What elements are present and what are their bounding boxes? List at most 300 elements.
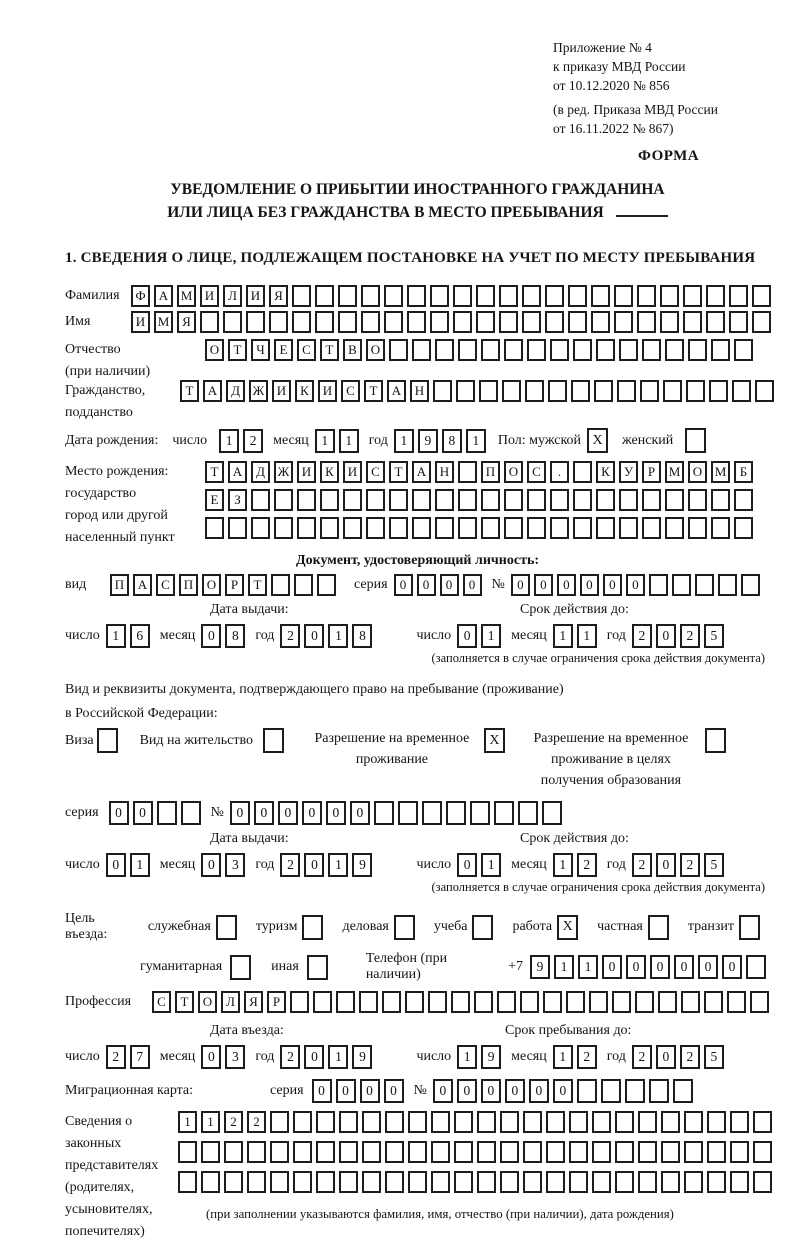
char-box[interactable] — [408, 1171, 427, 1193]
char-box[interactable]: 0 — [201, 853, 221, 877]
char-box[interactable] — [385, 1141, 404, 1163]
char-box[interactable] — [591, 285, 610, 307]
char-box[interactable] — [709, 380, 728, 402]
purpose-work-checkbox[interactable] — [557, 915, 583, 940]
char-box[interactable] — [178, 1141, 197, 1163]
char-box[interactable] — [499, 285, 518, 307]
char-box[interactable] — [569, 1141, 588, 1163]
doc-valid-month-field[interactable] — [553, 624, 601, 648]
char-box[interactable] — [614, 311, 633, 333]
char-box[interactable] — [500, 1111, 519, 1133]
char-box[interactable] — [520, 991, 539, 1013]
char-box[interactable] — [269, 311, 288, 333]
char-box[interactable] — [594, 380, 613, 402]
char-box[interactable]: 2 — [224, 1111, 243, 1133]
char-box[interactable] — [292, 311, 311, 333]
char-box[interactable] — [405, 991, 424, 1013]
birth-month-field[interactable] — [315, 429, 363, 453]
char-box[interactable] — [293, 1171, 312, 1193]
char-box[interactable]: 0 — [553, 1079, 573, 1103]
char-box[interactable] — [750, 991, 769, 1013]
doc-issue-month-field[interactable] — [201, 624, 249, 648]
char-box[interactable] — [270, 1111, 289, 1133]
char-box[interactable] — [592, 1141, 611, 1163]
char-box[interactable] — [470, 801, 490, 825]
char-box[interactable] — [688, 339, 707, 361]
char-box[interactable] — [458, 339, 477, 361]
char-box[interactable] — [734, 517, 753, 539]
char-box[interactable] — [294, 574, 313, 596]
char-box[interactable]: 9 — [352, 853, 372, 877]
char-box[interactable] — [746, 955, 766, 979]
char-box[interactable] — [614, 285, 633, 307]
char-box[interactable] — [545, 285, 564, 307]
char-box[interactable] — [741, 574, 760, 596]
char-box[interactable] — [481, 489, 500, 511]
char-box[interactable]: Я — [269, 285, 288, 307]
char-box[interactable] — [546, 1171, 565, 1193]
guardians-row3-field[interactable] — [178, 1171, 776, 1193]
char-box[interactable] — [683, 285, 702, 307]
char-box[interactable]: 9 — [530, 955, 550, 979]
res-valid-day-field[interactable] — [457, 853, 505, 877]
char-box[interactable] — [615, 1171, 634, 1193]
char-box[interactable]: 9 — [481, 1045, 501, 1069]
char-box[interactable] — [504, 517, 523, 539]
char-box[interactable]: 8 — [442, 429, 462, 453]
char-box[interactable]: 0 — [626, 574, 645, 596]
char-box[interactable] — [640, 380, 659, 402]
res-issue-month-field[interactable] — [201, 853, 249, 877]
char-box[interactable]: 0 — [656, 853, 676, 877]
char-box[interactable]: А — [228, 461, 247, 483]
char-box[interactable] — [523, 1111, 542, 1133]
char-box[interactable]: Н — [410, 380, 429, 402]
char-box[interactable]: Ч — [251, 339, 270, 361]
char-box[interactable] — [430, 285, 449, 307]
char-box[interactable] — [454, 1141, 473, 1163]
char-box[interactable]: Т — [248, 574, 267, 596]
char-box[interactable] — [543, 991, 562, 1013]
char-box[interactable] — [660, 285, 679, 307]
char-box[interactable] — [711, 489, 730, 511]
res-valid-year-field[interactable] — [632, 853, 728, 877]
char-box[interactable]: Т — [205, 461, 224, 483]
char-box[interactable]: Ф — [131, 285, 150, 307]
doc-valid-year-field[interactable] — [632, 624, 728, 648]
char-box[interactable] — [688, 489, 707, 511]
char-box[interactable] — [431, 1141, 450, 1163]
char-box[interactable] — [343, 517, 362, 539]
char-box[interactable] — [316, 1141, 335, 1163]
char-box[interactable] — [290, 991, 309, 1013]
entry-day-field[interactable] — [106, 1045, 154, 1069]
char-box[interactable] — [339, 1171, 358, 1193]
char-box[interactable] — [316, 1171, 335, 1193]
char-box[interactable]: 3 — [225, 853, 245, 877]
char-box[interactable]: Я — [244, 991, 263, 1013]
char-box[interactable]: 2 — [632, 853, 652, 877]
char-box[interactable]: 2 — [577, 1045, 597, 1069]
char-box[interactable]: 0 — [656, 624, 676, 648]
char-box[interactable] — [433, 380, 452, 402]
char-box[interactable]: Т — [320, 339, 339, 361]
char-box[interactable] — [292, 285, 311, 307]
char-box[interactable] — [730, 1141, 749, 1163]
char-box[interactable] — [684, 1171, 703, 1193]
char-box[interactable]: И — [343, 461, 362, 483]
char-box[interactable]: 0 — [602, 955, 622, 979]
char-box[interactable]: 2 — [280, 624, 300, 648]
char-box[interactable]: 0 — [505, 1079, 525, 1103]
char-box[interactable] — [665, 489, 684, 511]
char-box[interactable] — [755, 380, 774, 402]
char-box[interactable]: П — [481, 461, 500, 483]
char-box[interactable] — [389, 339, 408, 361]
char-box[interactable] — [338, 311, 357, 333]
res-valid-month-field[interactable] — [553, 853, 601, 877]
char-box[interactable] — [592, 1171, 611, 1193]
char-box[interactable]: 0 — [534, 574, 553, 596]
char-box[interactable] — [251, 517, 270, 539]
char-box[interactable] — [734, 339, 753, 361]
char-box[interactable]: 1 — [178, 1111, 197, 1133]
char-box[interactable]: О — [688, 461, 707, 483]
char-box[interactable] — [362, 1141, 381, 1163]
char-box[interactable] — [422, 801, 442, 825]
char-box[interactable] — [753, 1141, 772, 1163]
char-box[interactable] — [619, 339, 638, 361]
birth-day-field[interactable] — [219, 429, 267, 453]
char-box[interactable] — [688, 517, 707, 539]
char-box[interactable] — [339, 1111, 358, 1133]
char-box[interactable]: С — [366, 461, 385, 483]
char-box[interactable] — [157, 801, 177, 825]
char-box[interactable]: И — [272, 380, 291, 402]
char-box[interactable]: 1 — [553, 624, 573, 648]
char-box[interactable] — [686, 380, 705, 402]
char-box[interactable]: 0 — [511, 574, 530, 596]
char-box[interactable] — [385, 1171, 404, 1193]
char-box[interactable] — [366, 489, 385, 511]
surname-field[interactable] — [131, 285, 775, 307]
char-box[interactable] — [569, 1111, 588, 1133]
char-box[interactable] — [592, 1111, 611, 1133]
char-box[interactable] — [302, 915, 323, 940]
residence-permit-checkbox[interactable] — [263, 728, 288, 753]
char-box[interactable] — [706, 285, 725, 307]
char-box[interactable]: 1 — [328, 1045, 348, 1069]
char-box[interactable] — [642, 517, 661, 539]
char-box[interactable] — [502, 380, 521, 402]
char-box[interactable]: 0 — [336, 1079, 356, 1103]
char-box[interactable]: 5 — [704, 624, 724, 648]
char-box[interactable] — [435, 517, 454, 539]
char-box[interactable] — [665, 517, 684, 539]
char-box[interactable] — [673, 1079, 693, 1103]
char-box[interactable] — [500, 1171, 519, 1193]
char-box[interactable]: 1 — [577, 624, 597, 648]
char-box[interactable] — [313, 991, 332, 1013]
char-box[interactable] — [474, 991, 493, 1013]
stay-day-field[interactable] — [457, 1045, 505, 1069]
char-box[interactable] — [711, 339, 730, 361]
char-box[interactable] — [481, 339, 500, 361]
purpose-transit-checkbox[interactable] — [739, 915, 765, 940]
char-box[interactable] — [431, 1171, 450, 1193]
res-number-field[interactable] — [230, 801, 566, 825]
char-box[interactable] — [681, 991, 700, 1013]
char-box[interactable]: 1 — [328, 624, 348, 648]
char-box[interactable] — [247, 1171, 266, 1193]
char-box[interactable]: С — [297, 339, 316, 361]
char-box[interactable] — [658, 991, 677, 1013]
patronymic-field[interactable] — [205, 339, 757, 361]
char-box[interactable] — [705, 728, 726, 753]
char-box[interactable]: 2 — [106, 1045, 126, 1069]
char-box[interactable]: 0 — [457, 624, 477, 648]
char-box[interactable] — [246, 311, 265, 333]
char-box[interactable] — [431, 1111, 450, 1133]
doc-series-field[interactable] — [394, 574, 486, 596]
char-box[interactable] — [684, 1111, 703, 1133]
char-box[interactable]: 0 — [109, 801, 129, 825]
char-box[interactable]: 1 — [106, 624, 126, 648]
char-box[interactable] — [706, 311, 725, 333]
char-box[interactable]: 5 — [704, 853, 724, 877]
char-box[interactable]: 0 — [360, 1079, 380, 1103]
purpose-humanitarian-checkbox[interactable] — [230, 955, 255, 980]
char-box[interactable]: Д — [251, 461, 270, 483]
char-box[interactable]: О — [198, 991, 217, 1013]
char-box[interactable] — [336, 991, 355, 1013]
char-box[interactable]: Я — [177, 311, 196, 333]
char-box[interactable]: 1 — [466, 429, 486, 453]
char-box[interactable] — [230, 955, 251, 980]
char-box[interactable] — [293, 1141, 312, 1163]
char-box[interactable] — [251, 489, 270, 511]
char-box[interactable] — [596, 339, 615, 361]
char-box[interactable] — [729, 311, 748, 333]
profession-field[interactable] — [152, 991, 773, 1013]
char-box[interactable] — [596, 517, 615, 539]
char-box[interactable]: Л — [221, 991, 240, 1013]
char-box[interactable]: 0 — [417, 574, 436, 596]
char-box[interactable]: О — [205, 339, 224, 361]
doc-valid-day-field[interactable] — [457, 624, 505, 648]
char-box[interactable] — [224, 1141, 243, 1163]
char-box[interactable] — [635, 991, 654, 1013]
char-box[interactable]: О — [366, 339, 385, 361]
char-box[interactable] — [362, 1171, 381, 1193]
char-box[interactable] — [435, 339, 454, 361]
char-box[interactable]: С — [152, 991, 171, 1013]
char-box[interactable]: 0 — [463, 574, 482, 596]
char-box[interactable]: 2 — [247, 1111, 266, 1133]
char-box[interactable] — [739, 915, 760, 940]
char-box[interactable] — [615, 1111, 634, 1133]
char-box[interactable] — [271, 574, 290, 596]
char-box[interactable]: 2 — [280, 853, 300, 877]
char-box[interactable]: 5 — [704, 1045, 724, 1069]
char-box[interactable]: З — [228, 489, 247, 511]
char-box[interactable] — [504, 489, 523, 511]
char-box[interactable]: М — [665, 461, 684, 483]
char-box[interactable]: Т — [228, 339, 247, 361]
char-box[interactable]: 0 — [529, 1079, 549, 1103]
char-box[interactable] — [499, 311, 518, 333]
char-box[interactable] — [320, 517, 339, 539]
char-box[interactable] — [661, 1171, 680, 1193]
char-box[interactable] — [649, 574, 668, 596]
char-box[interactable] — [684, 1141, 703, 1163]
char-box[interactable] — [263, 728, 284, 753]
char-box[interactable]: Ж — [249, 380, 268, 402]
char-box[interactable] — [201, 1141, 220, 1163]
char-box[interactable] — [408, 1111, 427, 1133]
char-box[interactable]: 2 — [243, 429, 263, 453]
char-box[interactable]: 0 — [674, 955, 694, 979]
char-box[interactable] — [500, 1141, 519, 1163]
stay-year-field[interactable] — [632, 1045, 728, 1069]
birth-place-row1-field[interactable] — [205, 461, 757, 483]
visa-checkbox[interactable] — [97, 728, 122, 753]
guardians-row2-field[interactable] — [178, 1141, 776, 1163]
char-box[interactable] — [695, 574, 714, 596]
char-box[interactable]: 0 — [626, 955, 646, 979]
char-box[interactable] — [550, 517, 569, 539]
char-box[interactable] — [458, 489, 477, 511]
char-box[interactable]: 1 — [481, 853, 501, 877]
char-box[interactable] — [729, 285, 748, 307]
char-box[interactable] — [497, 991, 516, 1013]
char-box[interactable]: 1 — [328, 853, 348, 877]
char-box[interactable] — [601, 1079, 621, 1103]
char-box[interactable]: 1 — [553, 1045, 573, 1069]
char-box[interactable]: 1 — [219, 429, 239, 453]
char-box[interactable]: 1 — [130, 853, 150, 877]
char-box[interactable] — [228, 517, 247, 539]
char-box[interactable]: 6 — [130, 624, 150, 648]
char-box[interactable]: И — [246, 285, 265, 307]
char-box[interactable]: 2 — [680, 624, 700, 648]
char-box[interactable] — [704, 991, 723, 1013]
char-box[interactable] — [453, 311, 472, 333]
char-box[interactable] — [615, 1141, 634, 1163]
char-box[interactable] — [718, 574, 737, 596]
char-box[interactable] — [435, 489, 454, 511]
char-box[interactable] — [577, 1079, 597, 1103]
birth-place-row2-field[interactable] — [205, 489, 757, 511]
char-box[interactable] — [752, 311, 771, 333]
char-box[interactable] — [617, 380, 636, 402]
char-box[interactable] — [362, 1111, 381, 1133]
char-box[interactable]: И — [318, 380, 337, 402]
char-box[interactable] — [385, 1111, 404, 1133]
char-box[interactable]: Д — [226, 380, 245, 402]
char-box[interactable]: М — [154, 311, 173, 333]
char-box[interactable]: А — [154, 285, 173, 307]
doc-type-field[interactable] — [110, 574, 340, 596]
char-box[interactable] — [672, 574, 691, 596]
char-box[interactable] — [297, 489, 316, 511]
char-box[interactable] — [247, 1141, 266, 1163]
char-box[interactable] — [665, 339, 684, 361]
entry-year-field[interactable] — [280, 1045, 376, 1069]
char-box[interactable]: П — [110, 574, 129, 596]
rvp-education-checkbox[interactable] — [705, 728, 730, 753]
char-box[interactable] — [504, 339, 523, 361]
char-box[interactable]: 0 — [650, 955, 670, 979]
doc-number-field[interactable] — [511, 574, 764, 596]
char-box[interactable] — [518, 801, 538, 825]
char-box[interactable]: X — [484, 728, 505, 753]
char-box[interactable]: 0 — [433, 1079, 453, 1103]
char-box[interactable] — [589, 991, 608, 1013]
char-box[interactable]: X — [587, 428, 608, 453]
char-box[interactable] — [619, 489, 638, 511]
char-box[interactable] — [707, 1171, 726, 1193]
char-box[interactable]: 0 — [580, 574, 599, 596]
char-box[interactable]: Т — [364, 380, 383, 402]
char-box[interactable] — [596, 489, 615, 511]
char-box[interactable] — [591, 311, 610, 333]
char-box[interactable] — [451, 991, 470, 1013]
char-box[interactable] — [97, 728, 118, 753]
char-box[interactable] — [734, 489, 753, 511]
char-box[interactable] — [359, 991, 378, 1013]
char-box[interactable]: 0 — [304, 853, 324, 877]
char-box[interactable]: 0 — [304, 624, 324, 648]
purpose-tourism-checkbox[interactable] — [302, 915, 328, 940]
char-box[interactable]: 0 — [133, 801, 153, 825]
doc-issue-day-field[interactable] — [106, 624, 154, 648]
char-box[interactable]: 9 — [352, 1045, 372, 1069]
char-box[interactable] — [361, 311, 380, 333]
char-box[interactable]: И — [131, 311, 150, 333]
char-box[interactable] — [566, 991, 585, 1013]
char-box[interactable] — [638, 1171, 657, 1193]
char-box[interactable]: С — [527, 461, 546, 483]
birth-year-field[interactable] — [394, 429, 490, 453]
char-box[interactable] — [382, 991, 401, 1013]
char-box[interactable] — [389, 517, 408, 539]
char-box[interactable]: Б — [734, 461, 753, 483]
char-box[interactable] — [297, 517, 316, 539]
char-box[interactable] — [568, 285, 587, 307]
char-box[interactable] — [527, 489, 546, 511]
char-box[interactable] — [661, 1141, 680, 1163]
char-box[interactable] — [573, 339, 592, 361]
char-box[interactable]: М — [711, 461, 730, 483]
char-box[interactable] — [274, 517, 293, 539]
char-box[interactable] — [343, 489, 362, 511]
char-box[interactable]: 0 — [481, 1079, 501, 1103]
char-box[interactable] — [224, 1171, 243, 1193]
char-box[interactable]: 0 — [457, 1079, 477, 1103]
char-box[interactable]: А — [412, 461, 431, 483]
char-box[interactable] — [527, 517, 546, 539]
char-box[interactable]: 0 — [384, 1079, 404, 1103]
char-box[interactable]: К — [295, 380, 314, 402]
char-box[interactable] — [683, 311, 702, 333]
char-box[interactable] — [216, 915, 237, 940]
char-box[interactable]: 2 — [632, 1045, 652, 1069]
char-box[interactable]: 0 — [440, 574, 459, 596]
char-box[interactable]: 0 — [603, 574, 622, 596]
char-box[interactable] — [270, 1141, 289, 1163]
char-box[interactable]: 0 — [312, 1079, 332, 1103]
